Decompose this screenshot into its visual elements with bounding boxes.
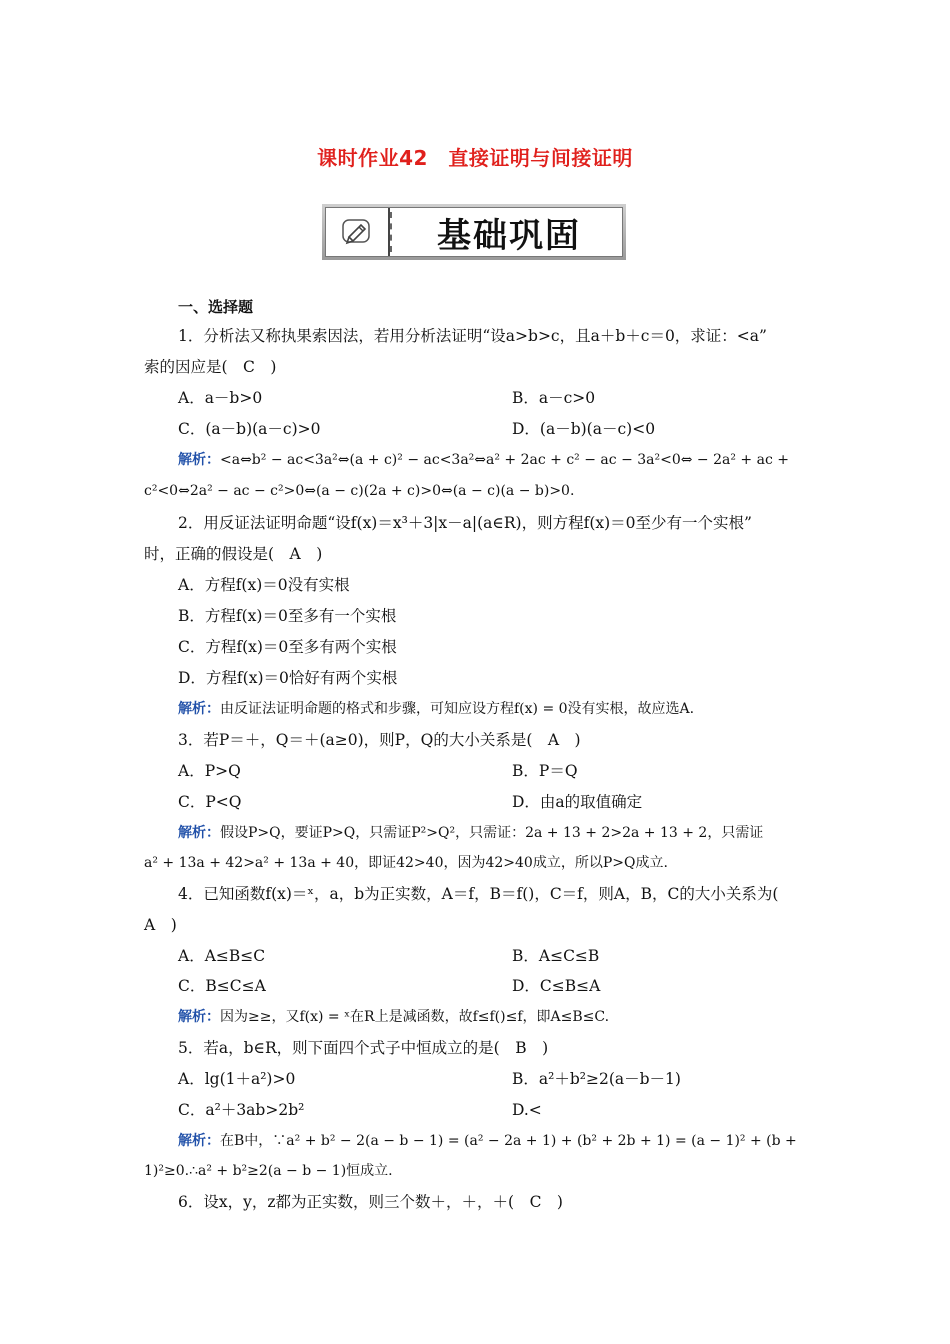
- solution-label: 解析：: [178, 825, 220, 841]
- question-2-option-b: B．方程f(x)＝0至多有一个实根: [178, 607, 397, 625]
- question-4-solution: [178, 1007, 609, 1027]
- solution-label: 解析：: [178, 452, 220, 468]
- question-4-option-a: A．A≤B≤C: [178, 947, 266, 965]
- question-6-stem: 6．设x，y，z都为正实数，则三个数＋，＋，＋( C ): [178, 1193, 563, 1211]
- question-2-solution: [178, 699, 694, 719]
- question-3-solution-cont: a² + 13a + 42>a² + 13a + 40，即证42>40，因为42>40成立，所以P>Q成立.: [144, 855, 668, 871]
- question-4-stem-cont: A ): [144, 916, 177, 934]
- question-1-option-b: B．a－c>0: [512, 389, 596, 407]
- question-3-option-c: C．P<Q: [178, 793, 242, 811]
- question-5-option-c: C．a²＋3ab>2b²: [178, 1101, 305, 1119]
- question-3-solution: [178, 823, 763, 843]
- section-banner: [322, 204, 626, 260]
- solution-text: <a⇔b² − ac<3a²⇔(a + c)² − ac<3a²⇔a² + 2ac + c² − ac − 3a²<0⇔ − 2a² + ac +: [220, 452, 789, 468]
- page-title: 课时作业42 直接证明与间接证明: [317, 146, 633, 170]
- solution-text: 在B中，∵a² + b² − 2(a − b − 1) = (a² − 2a + 1) + (b² + 2b + 1) = (a − 1)² + (b +: [220, 1133, 797, 1149]
- question-2-option-a: A．方程f(x)＝0没有实根: [178, 576, 350, 594]
- solution-label: 解析：: [178, 1009, 220, 1025]
- question-5-solution-cont: 1)²≥0.∴a² + b²≥2(a − b − 1)恒成立.: [144, 1163, 393, 1179]
- question-2-stem: 2．用反证法证明命题“设f(x)＝x³＋3|x－a|(a∈R)，则方程f(x)＝0至少有一个实根”: [178, 514, 752, 532]
- question-4-option-c: C．B≤C≤A: [178, 977, 266, 995]
- question-1-solution: [178, 450, 789, 470]
- solution-label: 解析：: [178, 1133, 220, 1149]
- question-5-option-b: B．a²＋b²≥2(a－b－1): [512, 1070, 681, 1088]
- question-3-option-a: A．P>Q: [178, 762, 241, 780]
- pencil-icon: [326, 208, 390, 256]
- question-5-solution: [178, 1131, 797, 1151]
- question-4-option-b: B．A≤C≤B: [512, 947, 600, 965]
- question-4-stem: 4．已知函数f(x)＝ˣ，a，b为正实数，A＝f，B＝f()，C＝f，则A，B，C的大小关系为(: [178, 885, 779, 903]
- question-1-option-c: C．(a－b)(a－c)>0: [178, 420, 321, 438]
- question-1-solution-cont: c²<0⇔2a² − ac − c²>0⇔(a − c)(2a + c)>0⇔(a − c)(a − b)>0.: [144, 483, 575, 499]
- question-5-stem: 5．若a，b∈R，则下面四个式子中恒成立的是( B ): [178, 1039, 549, 1057]
- question-5-option-a: A．lg(1＋a²)>0: [178, 1070, 296, 1088]
- question-2-stem-cont: 时，正确的假设是( A ): [144, 545, 323, 563]
- question-4-option-d: D．C≤B≤A: [512, 977, 601, 995]
- solution-label: 解析：: [178, 701, 220, 717]
- question-3-option-d: D．由a的取值确定: [512, 793, 643, 811]
- question-1-option-a: A．a－b>0: [178, 389, 263, 407]
- question-1-stem-cont: 索的因应是( C ): [144, 358, 277, 376]
- question-3-option-b: B．P＝Q: [512, 762, 578, 780]
- question-2-option-d: D．方程f(x)＝0恰好有两个实根: [178, 669, 398, 687]
- banner-title: 基础巩固: [437, 215, 581, 256]
- solution-text: 因为≥≥，又f(x) = ˣ在R上是减函数，故f≤f()≤f，即A≤B≤C.: [220, 1009, 610, 1025]
- section-heading: 一、选择题: [178, 298, 254, 316]
- question-2-option-c: C．方程f(x)＝0至多有两个实根: [178, 638, 397, 656]
- solution-text: 由反证法证明命题的格式和步骤，可知应设方程f(x) = 0没有实根，故应选A.: [220, 701, 695, 717]
- solution-text: 假设P>Q，要证P>Q，只需证P²>Q²，只需证：2a + 13 + 2>2a + 13 + 2，只需证: [220, 825, 764, 841]
- question-3-stem: 3．若P＝＋，Q＝＋(a≥0)，则P，Q的大小关系是( A ): [178, 731, 581, 749]
- question-1-option-d: D．(a－b)(a－c)<0: [512, 420, 656, 438]
- question-1-stem: 1．分析法又称执果索因法，若用分析法证明“设a>b>c，且a＋b＋c＝0，求证：<a”: [178, 327, 767, 345]
- question-5-option-d: D.<: [512, 1101, 542, 1119]
